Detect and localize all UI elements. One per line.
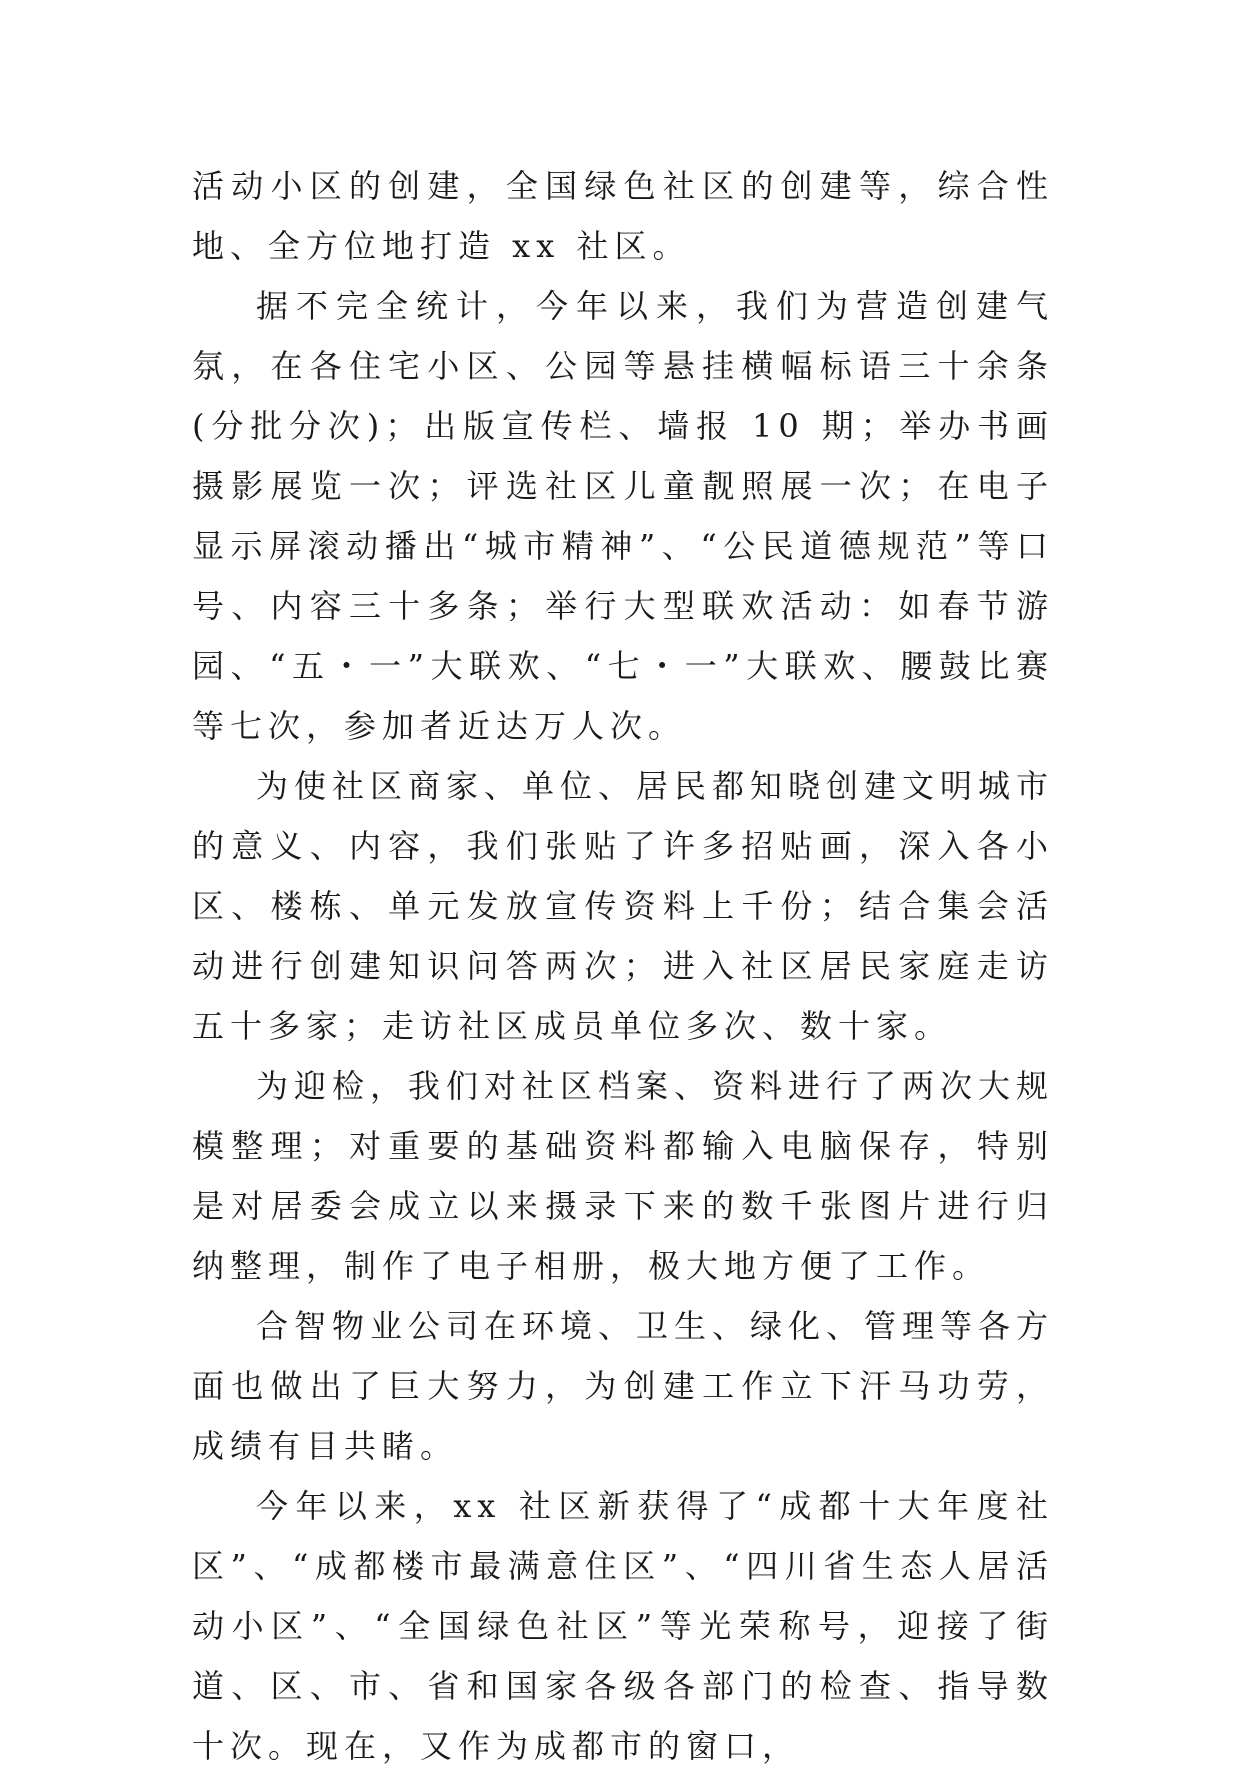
document-page	[192, 156, 1054, 1776]
paragraph-publicity-stats: 据不完全统计，今年以来，我们为营造创建气氛，在各住宅小区、公园等悬挂横幅标语三十余条(分批分次)；出版宣传栏、墙报 10 期；举办书画摄影展览一次；评选社区儿童靓照展一次；在电子显示屏滚动播出“城市精神”、“公民道德规范”等口号、内容三十多条；举行大型联欢活动：如春节游园、“五・一”大联欢、“七・一”大联欢、腰鼓比赛等七次，参加者近达万人次。	[192, 287, 1054, 745]
paragraph-continuation: 活动小区的创建，全国绿色社区的创建等，综合性地、全方位地打造 xx 社区。	[192, 167, 1054, 265]
paragraph-archives: 为迎检，我们对社区档案、资料进行了两次大规模整理；对重要的基础资料都输入电脑保存，特别是对居委会成立以来摄录下来的数千张图片进行归纳整理，制作了电子相册，极大地方便了工作。	[192, 1067, 1055, 1285]
paragraph-property-company: 合智物业公司在环境、卫生、绿化、管理等各方面也做出了巨大努力，为创建工作立下汗马功劳，成绩有目共睹。	[192, 1307, 1055, 1465]
paragraph-honors: 今年以来，xx 社区新获得了“成都十大年度社区”、“成都楼市最满意住区”、“四川省生态人居活动小区”、“全国绿色社区”等光荣称号，迎接了街道、区、市、省和国家各级各部门的检查、指导数十次。现在，又作为成都市的窗口，	[192, 1487, 1054, 1765]
paragraph-outreach: 为使社区商家、单位、居民都知晓创建文明城市的意义、内容，我们张贴了许多招贴画，深入各小区、楼栋、单元发放宣传资料上千份；结合集会活动进行创建知识问答两次；进入社区居民家庭走访五十多家；走访社区成员单位多次、数十家。	[192, 767, 1055, 1045]
